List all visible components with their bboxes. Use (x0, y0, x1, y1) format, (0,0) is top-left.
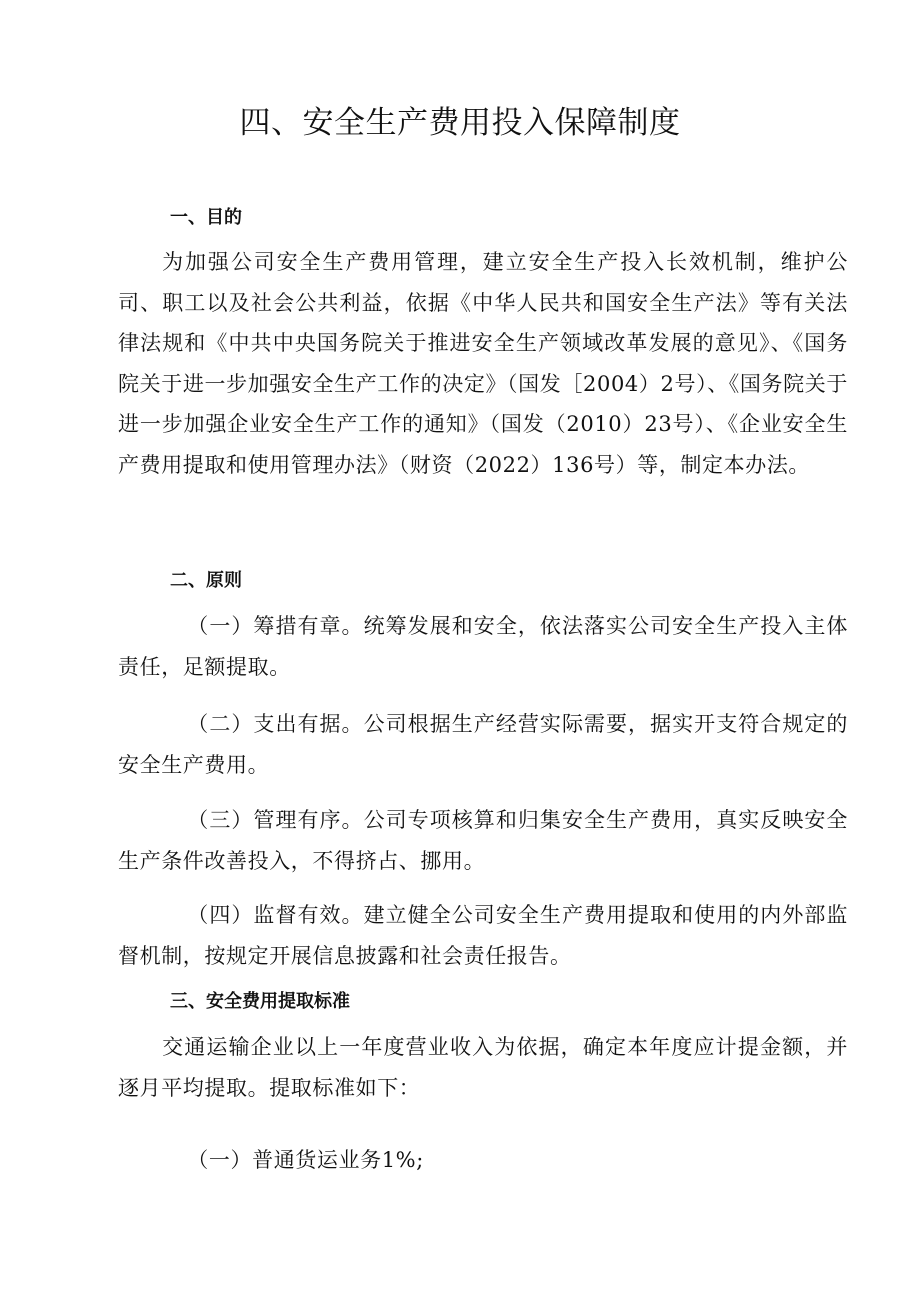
principle-item-3: （三）管理有序。公司专项核算和归集安全生产费用，真实反映安全生产条件改善投入，不得挤占、挪用。 (118, 808, 848, 873)
purpose-paragraph: 为加强公司安全生产费用管理，建立安全生产投入长效机制，维护公司、职工以及社会公共利益，依据《中华人民共和国安全生产法》等有关法律法规和《中共中央国务院关于推进安全生产领域改革发展的意见》、《国务院关于进一步加强安全生产工作的决定》（国发［2004）2号）、《国务院关于进一步加强企业安全生产工作的通知》（国发（2010）23号）、《企业安全生产费用提取和使用管理办法》（财资（2022）136号）等，制定本办法。 (118, 250, 848, 477)
section-heading-principles: 二、原则 (170, 570, 242, 591)
principle-item-2: （二）支出有据。公司根据生产经营实际需要，据实开支符合规定的安全生产费用。 (118, 712, 848, 777)
principle-item-4: （四）监督有效。建立健全公司安全生产费用提取和使用的内外部监督机制，按规定开展信息披露和社会责任报告。 (118, 903, 848, 968)
section-heading-standard: 三、安全费用提取标准 (170, 991, 350, 1012)
document-title: 四、安全生产费用投入保障制度 (239, 105, 681, 141)
standard-item-1: （一）普通货运业务1%; (187, 1148, 424, 1172)
principle-item-1: （一）筹措有章。统筹发展和安全，依法落实公司安全生产投入主体责任，足额提取。 (118, 614, 848, 679)
section-heading-purpose: 一、目的 (170, 207, 242, 228)
standard-paragraph: 交通运输企业以上一年度营业收入为依据，确定本年度应计提金额，并逐月平均提取。提取标准如下： (118, 1035, 848, 1100)
